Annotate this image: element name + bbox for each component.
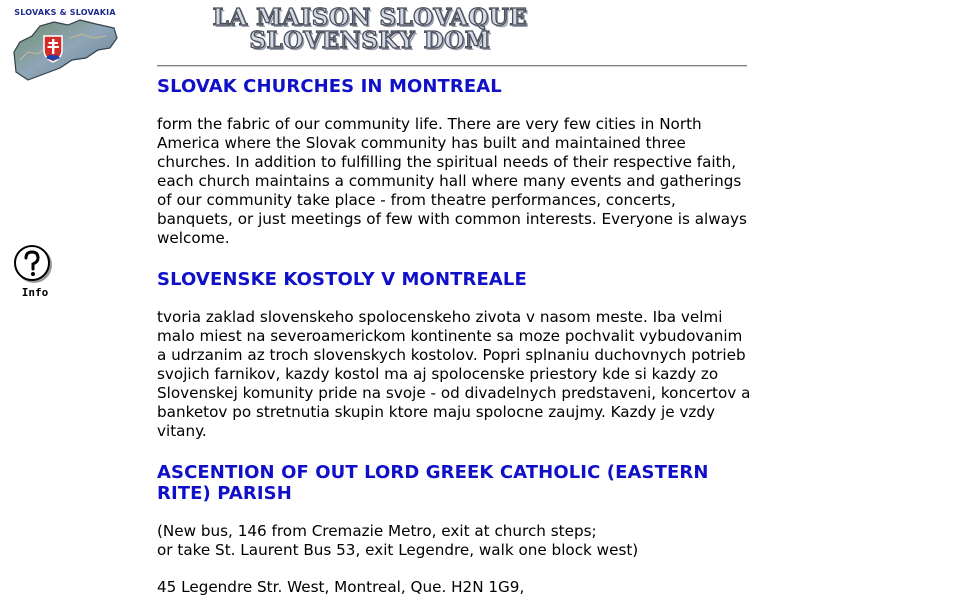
parish-bus-directions	[157, 522, 752, 560]
site-banner	[200, 6, 540, 58]
section-body-churches-en: form the fabric of our community life. There are very few cities in North America where the Slovak community has built and maintained three churches. In addition to fulfilling the spiritual needs of their respective faith, each church maintains a community hall where many events and gatherings of our community take place - from theatre performances, concerts, banquets, or just meetings of few with common interests. Everyone is always welcome.	[157, 115, 747, 247]
section-title-churches-en: SLOVAK CHURCHES IN MONTREAL	[157, 76, 502, 97]
slovakia-logo[interactable]	[10, 8, 120, 84]
section-title-parish: ASCENTION OF OUT LORD GREEK CATHOLIC (EASTERN RITE) PARISH	[157, 462, 709, 504]
bus-directions-line-1: (New bus, 146 from Cremazie Metro, exit at church steps;	[157, 522, 597, 540]
main-content	[157, 76, 752, 597]
bus-directions-line-2: or take St. Laurent Bus 53, exit Legendre, walk one block west)	[157, 541, 639, 559]
header-divider	[157, 65, 747, 67]
slovakia-map-icon	[10, 8, 120, 84]
info-link[interactable]	[12, 244, 58, 302]
parish-address: 45 Legendre Str. West, Montreal, Que. H2N 1G9,	[157, 578, 525, 596]
logo-caption: SLOVAKS & SLOVAKIA	[14, 8, 116, 17]
section-body-churches-sk: tvoria zaklad slovenskeho spolocenskeho zivota v nasom meste. Iba velmi malo miest na severoamerickom kontinente sa moze pochvalit vybudovanim a udrzanim az troch slovenskych kostolov. Popri splnaniu duchovnych potrieb svojich farnikov, kazdy kostol ma aj spolocenske priestory kde si kazdy zo Slovenskej komunity pride na svoje - od divadelnych predstaveni, koncertov a banketov po stretnutia skupin ktore maju spolocne zaujmy. Kazdy je vzdy vitany.	[157, 308, 751, 440]
section-title-churches-sk: SLOVENSKE KOSTOLY V MONTREALE	[157, 269, 527, 290]
banner-title-sk: SLOVENSKY DOM	[249, 27, 491, 54]
info-label: Info	[21, 286, 49, 299]
banner-title-fr: LA MAISON SLOVAQUE	[212, 4, 528, 31]
question-mark-icon	[12, 244, 58, 286]
